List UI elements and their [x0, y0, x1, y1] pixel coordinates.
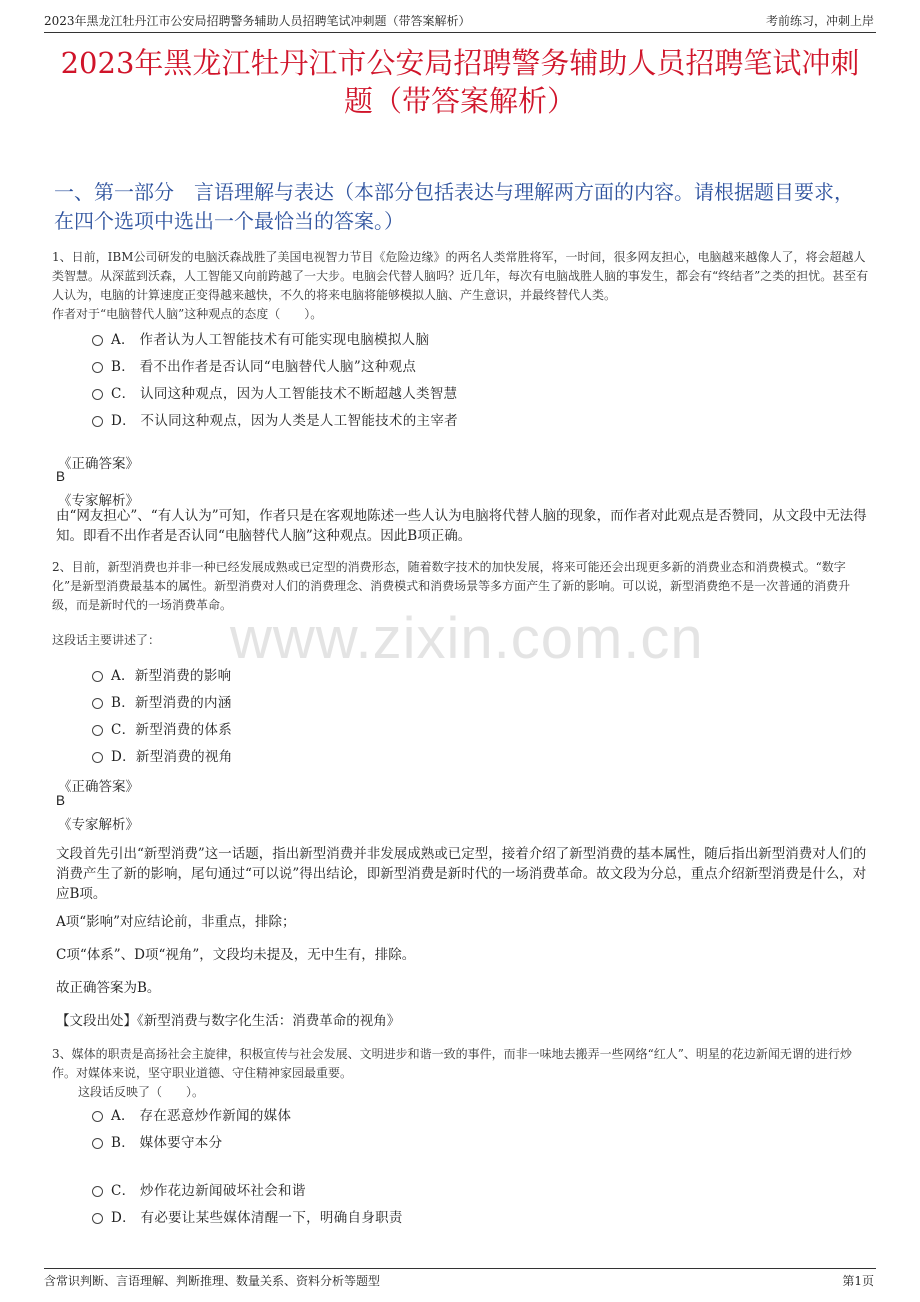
radio-icon[interactable] [92, 1138, 103, 1149]
q2-option-a[interactable] [92, 664, 231, 684]
radio-icon[interactable] [92, 1111, 103, 1122]
footer-note: 含常识判断、言语理解、判断推理、数量关系、资料分析等题型 [44, 1274, 381, 1288]
radio-icon[interactable] [92, 698, 103, 709]
radio-icon[interactable] [92, 1213, 103, 1224]
option-label: A． 作者认为人工智能技术有可能实现电脑模拟人脑 [111, 332, 430, 348]
q2-source: 【文段出处】《新型消费与数字化生活：消费革命的视角》 [56, 1013, 401, 1029]
q2-analysis: 文段首先引出“新型消费”这一话题，指出新型消费并非发展成熟或已定型，接着介绍了新型消费的基本属性，随后指出新型消费对人们的消费产生了新的影响，尾句通过“可以说”得出结论，即新型消费是新时代的一场消费革命。故文段为分总，重点介绍新型消费是什么，对应B项。 [56, 846, 867, 902]
option-label: C．新型消费的体系 [111, 722, 233, 738]
q1-option-c[interactable] [92, 382, 457, 402]
radio-icon[interactable] [92, 389, 103, 400]
q3-question: 这段话反映了（ ）。 [78, 1085, 205, 1099]
radio-icon[interactable] [92, 335, 103, 346]
q1-option-d[interactable] [92, 409, 458, 429]
radio-icon[interactable] [92, 752, 103, 763]
option-label: C． 炒作花边新闻破坏社会和谐 [111, 1183, 306, 1199]
option-label: B．新型消费的内涵 [111, 695, 232, 711]
q1-analysis-label: 《专家解析》 [58, 493, 139, 509]
q1-answer: B [56, 469, 66, 484]
radio-icon[interactable] [92, 416, 103, 427]
q2-option-cd-note: C项“体系”、D项“视角”，文段均未提及，无中生有，排除。 [56, 947, 416, 963]
header-divider [44, 32, 876, 33]
q2-option-a-note: A项“影响”对应结论前，非重点，排除； [56, 914, 296, 930]
q2-answer-label: 《正确答案》 [58, 779, 139, 795]
option-label: B． 看不出作者是否认同“电脑替代人脑”这种观点 [111, 359, 417, 375]
q3-option-c[interactable] [92, 1179, 306, 1199]
option-label: A．新型消费的影响 [111, 668, 232, 684]
q2-option-b[interactable] [92, 691, 232, 711]
header-doc-title: 2023年黑龙江牡丹江市公安局招聘警务辅助人员招聘笔试冲刺题（带答案解析） [44, 14, 471, 28]
section-heading: 一、第一部分 言语理解与表达（本部分包括表达与理解两方面的内容。请根据题目要求，在四个选项中选出一个最恰当的答案。） [54, 180, 854, 233]
q1-answer-label: 《正确答案》 [58, 456, 139, 472]
option-label: B． 媒体要守本分 [111, 1135, 223, 1151]
q3-option-d[interactable] [92, 1206, 403, 1226]
radio-icon[interactable] [92, 1186, 103, 1197]
q2-option-d[interactable] [92, 745, 233, 765]
q2-question: 这段话主要讲述了： [52, 633, 161, 647]
q1-question: 作者对于“电脑替代人脑”这种观点的态度（ ）。 [52, 307, 323, 321]
radio-icon[interactable] [92, 362, 103, 373]
q3-stem: 3、媒体的职责是高扬社会主旋律，积极宣传与社会发展、文明进步和谐一致的事件，而非一味地去搬弄一些网络“红人”、明星的花边新闻无谓的进行炒作。对媒体来说，坚守职业道德、守住精神家园最重要。 [52, 1047, 852, 1080]
q1-option-a[interactable] [92, 328, 429, 348]
q3-option-b[interactable] [92, 1131, 222, 1151]
option-label: D． 有必要让某些媒体清醒一下，明确自身职责 [111, 1210, 403, 1226]
q2-option-c[interactable] [92, 718, 232, 738]
footer-divider [44, 1268, 876, 1269]
radio-icon[interactable] [92, 725, 103, 736]
q2-analysis-label: 《专家解析》 [58, 817, 139, 833]
option-label: D． 不认同这种观点，因为人类是人工智能技术的主宰者 [111, 413, 458, 429]
option-label: A． 存在恶意炒作新闻的媒体 [111, 1108, 292, 1124]
q2-stem: 2、目前，新型消费也并非一种已经发展成熟或已定型的消费形态，随着数字技术的加快发展，将来可能还会出现更多新的消费业态和消费模式。“数字化”是新型消费最基本的属性。新型消费对人们的消费理念、消费模式和消费场景等多方面产生了新的影响。可以说，新型消费绝不是一次普通的消费升级，而是新时代的一场消费革命。 [52, 560, 851, 612]
option-label: C． 认同这种观点，因为人工智能技术不断超越人类智慧 [111, 386, 458, 402]
watermark: www.zixin.com.cn [230, 606, 704, 671]
q1-analysis: 由“网友担心”、“有人认为”可知，作者只是在客观地陈述一些人认为电脑将代替人脑的现象，而作者对此观点是否赞同，从文段中无法得知。即看不出作者是否认同“电脑替代人脑”这种观点。因此B项正确。 [56, 508, 867, 544]
q1-stem: 1、日前，IBM公司研发的电脑沃森战胜了美国电视智力节目《危险边缘》的两名人类常胜将军，一时间，很多网友担心，电脑越来越像人了，将会超越人类智慧。从深蓝到沃森，人工智能又向前跨越了一大步。电脑会代替人脑吗？近几年，每次有电脑战胜人脑的事发生，都会有“终结者”之类的担忧。甚至有人认为，电脑的计算速度正变得越来越快，不久的将来电脑将能够模拟人脑、产生意识，并最终替代人类。 [52, 250, 869, 302]
q2-conclusion: 故正确答案为B。 [56, 980, 161, 996]
q3-option-a[interactable] [92, 1104, 291, 1124]
page-title: 2023年黑龙江牡丹江市公安局招聘警务辅助人员招聘笔试冲刺题（带答案解析） [60, 46, 860, 118]
q1-option-b[interactable] [92, 355, 416, 375]
page-number: 第1页 [842, 1274, 874, 1288]
header-slogan: 考前练习，冲刺上岸 [765, 14, 874, 28]
q2-answer: B [56, 793, 66, 808]
radio-icon[interactable] [92, 671, 103, 682]
option-label: D．新型消费的视角 [111, 749, 233, 765]
